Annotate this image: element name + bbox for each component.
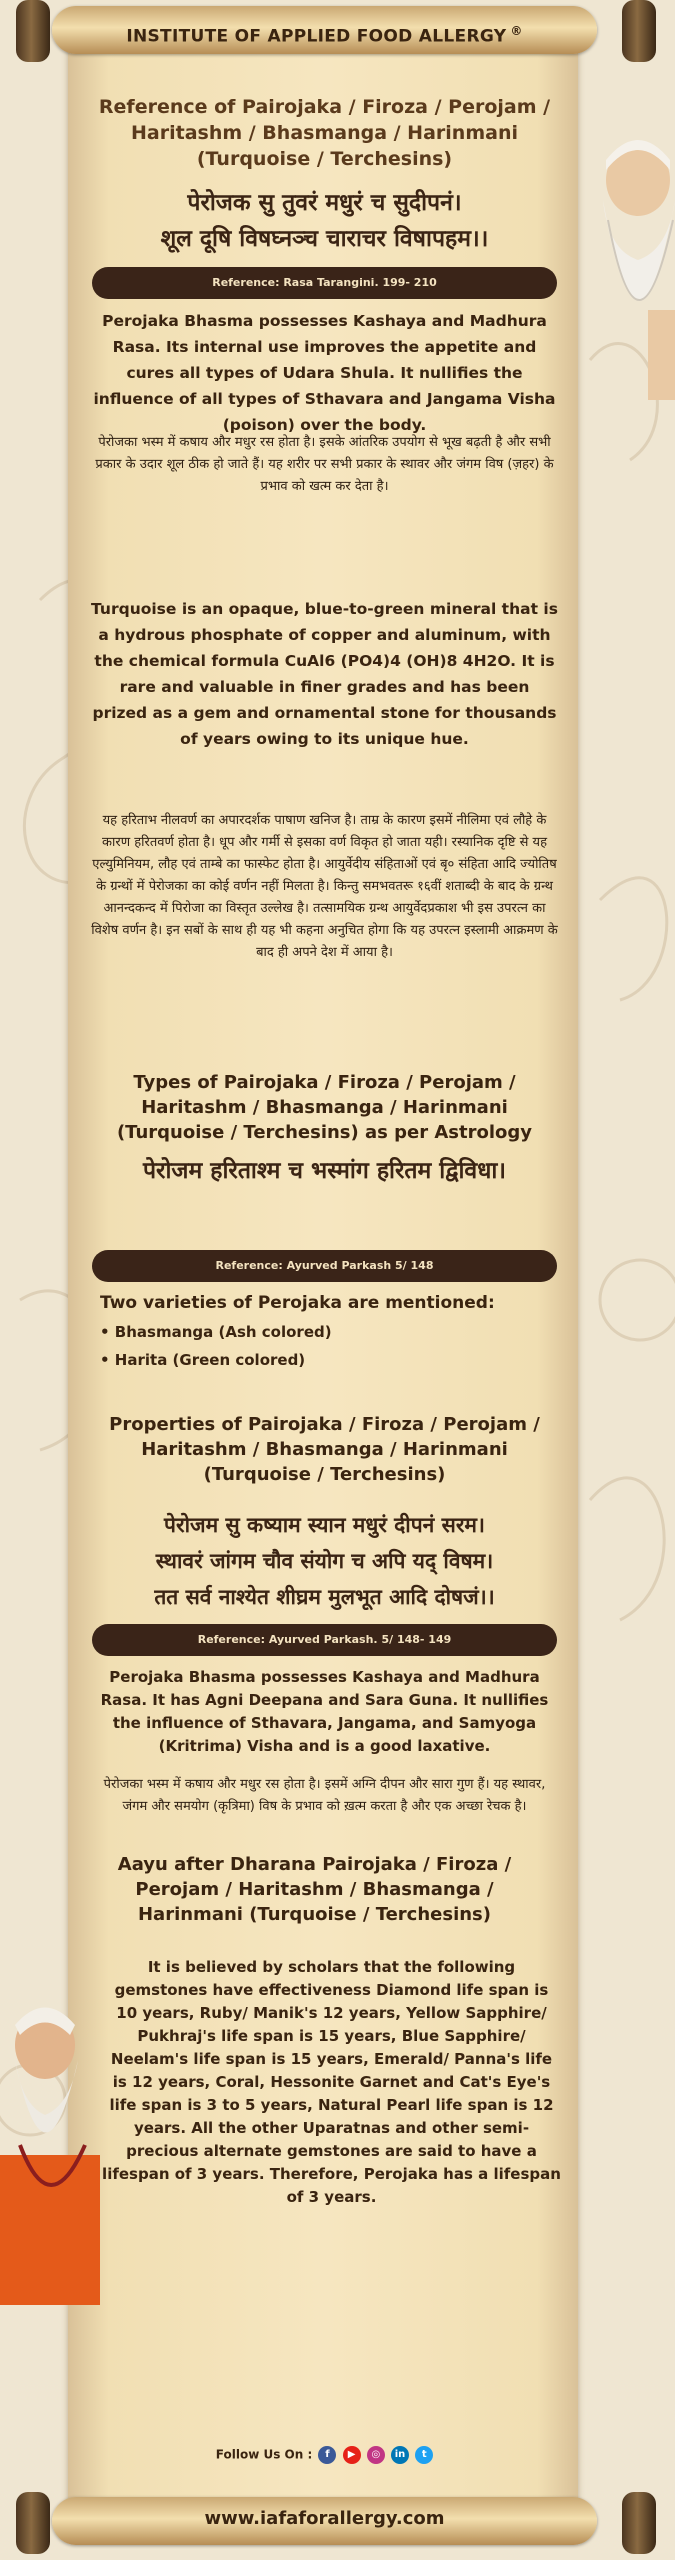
reference-badge-ayurved-148-149: Reference: Ayurved Parkash. 5/ 148- 149	[92, 1624, 557, 1656]
institute-title	[82, 24, 567, 47]
list-item: • Harita (Green colored)	[100, 1351, 306, 1369]
scroll-knob-top-right	[622, 0, 656, 62]
youtube-icon[interactable]: ▶	[343, 2446, 361, 2464]
list-item: • Bhasmanga (Ash colored)	[100, 1323, 332, 1341]
sanskrit-verse-1b: शूल दूषि विषघ्नञ्च चाराचर विषापहम।।	[160, 225, 489, 252]
website-link[interactable]: www.iafaforallergy.com	[204, 2508, 445, 2529]
paragraph-hindi-properties: पेरोजका भस्म में कषाय और मधुर रस होता है। इसमें अग्नि दीपन और सारा गुण हैं। यह स्थावर, जंगम और समयोग (कृत्रिमा) विष के प्रभाव को ख़त्म करता है और एक अच्छा रेचक है।	[103, 1777, 546, 1814]
twitter-icon[interactable]: t	[415, 2446, 433, 2464]
registered-mark: ®	[510, 24, 523, 38]
section-types-title: Types of Pairojaka / Firoza / Perojam / Haritashm / Bhasmanga / Harinmani (Turquoise / Terchesins) as per Astrology	[116, 1072, 533, 1143]
sanskrit-verse-types: पेरोजम हरिताश्म च भस्मांग हरितम द्विविधा।	[142, 1157, 507, 1184]
scroll-knob-top-left	[16, 0, 50, 62]
facebook-icon[interactable]: f	[318, 2446, 336, 2464]
linkedin-icon[interactable]: in	[391, 2446, 409, 2464]
follow-us-row	[82, 2446, 567, 2464]
varieties-list	[82, 1290, 585, 1374]
sanskrit-verse-props-1: पेरोजम सु कष्याम स्यान मधुरं दीपनं सरम।	[164, 1512, 485, 1537]
sanskrit-verse-props-3: तत सर्व नाश्येत शीघ्रम मुलभूत आदि दोषजं।।	[154, 1584, 495, 1609]
sanskrit-verse-props-2: स्थावरं जांगम चौव संयोग च अपि यद् विषम।	[155, 1548, 494, 1573]
paragraph-english-turquoise: Turquoise is an opaque, blue-to-green mineral that is a hydrous phosphate of copper and aluminum, with the chemical formula CuAl6 (PO4)4 (OH)8 4H2O. It is rare and valuable in finer grades and has been prized as a gem and ornamental stone for thousands of years owing to its unique hue.	[91, 600, 558, 748]
institute-title-text: INSTITUTE OF APPLIED FOOD ALLERGY	[126, 26, 507, 47]
scroll-knob-bottom-right	[622, 2492, 656, 2554]
reference-badge-rasa-tarangini: Reference: Rasa Tarangini. 199- 210	[92, 267, 557, 299]
section-reference-title: Reference of Pairojaka / Firoza / Perojam / Haritashm / Bhasmanga / Harinmani (Turquoise / Terchesins)	[98, 96, 551, 170]
varieties-label: Two varieties of Perojaka are mentioned:	[100, 1293, 495, 1313]
section-aayu-title: Aayu after Dharana Pairojaka / Firoza / Perojam / Haritashm / Bhasmanga / Harinmani (Turquoise / Terchesins)	[117, 1854, 512, 1925]
instagram-icon[interactable]: ◎	[367, 2446, 385, 2464]
sanskrit-verse-1a: पेरोजक सु तुवरं मधुरं च सुदीपनं।	[187, 189, 462, 216]
paragraph-hindi-turquoise: यह हरिताभ नीलवर्ण का अपारदर्शक पाषाण खनिज है। ताम्र के कारण इसमें नीलिमा एवं लौहे के कारण हरितवर्ण होता है। धूप और गर्मी से इसका वर्ण विकृत हो जाता यही। रस्यानिक दृष्टि से यह एल्युमिनियम, लौह एवं ताम्बे का फास्फेट होता है। आयुर्वेदीय संहिताओं एवं बृ० संहिता आदि ज्योतिष के ग्रन्थों में पेरोजका का कोई वर्णन नहीं मिलता है। किन्तु समभवतरू १६वीं शताब्दी के बाद के ग्रन्थ आनन्दकन्द में पिरोजा का विस्तृत उल्लेख है। तत्सामयिक ग्रन्थ आयुर्वेदप्रकाश भी इस उपरत्न का विशेष वर्णन है। इन सबों के साथ ही यह भी कहना अनुचित होगा कि यह उपरत्न इस्लामी आक्रमण के बाद ही अपने देश में आया है।	[91, 813, 558, 960]
section-properties-title: Properties of Pairojaka / Firoza / Perojam / Haritashm / Bhasmanga / Harinmani (Turquoise / Terchesins)	[109, 1414, 540, 1485]
paragraph-hindi-1: पेरोजका भस्म में कषाय और मधुर रस होता है। इसके आंतरिक उपयोग से भूख बढ़ती है और सभी प्रकार के उदार शूल ठीक हो जाते हैं। यह शरीर पर सभी प्रकार के स्थावर और जंगम विष (ज़हर) के प्रभाव को खत्म कर देता है।	[95, 435, 554, 494]
scroll-knob-bottom-left	[16, 2492, 50, 2554]
paragraph-english-aayu: It is believed by scholars that the following gemstones have effectiveness Diamond life span is 10 years, Ruby/ Manik's 12 years, Yellow Sapphire/ Pukhraj's life span is 15 years, Blue Sapphire/ Neelam's life span is 15 years, Emerald/ Panna's life is 12 years, Coral, Hessonite Garnet and Cat's Eye's life span is 3 to 5 years, Natural Pearl life span is 12 years. All the other Uparatnas and other semi-precious alternate gemstones are said to have a lifespan of 3 years. Therefore, Perojaka has a lifespan of 3 years.	[102, 1958, 561, 2206]
reference-badge-ayurved-148: Reference: Ayurved Parkash 5/ 148	[92, 1250, 557, 1282]
sage-illustration-right	[578, 140, 675, 400]
follow-us-label: Follow Us On :	[215, 2447, 313, 2462]
paragraph-english-1: Perojaka Bhasma possesses Kashaya and Madhura Rasa. Its internal use improves the appetite and cures all types of Udara Shula. It nullifies the influence of all types of Sthavara and Jangama Visha (poison) over the body.	[93, 312, 556, 434]
paragraph-english-properties: Perojaka Bhasma possesses Kashaya and Madhura Rasa. It has Agni Deepana and Sara Guna. It nullifies the influence of Sthavara, Jangama, and Samyoga (Kritrima) Visha and is a good laxative.	[100, 1668, 549, 1755]
